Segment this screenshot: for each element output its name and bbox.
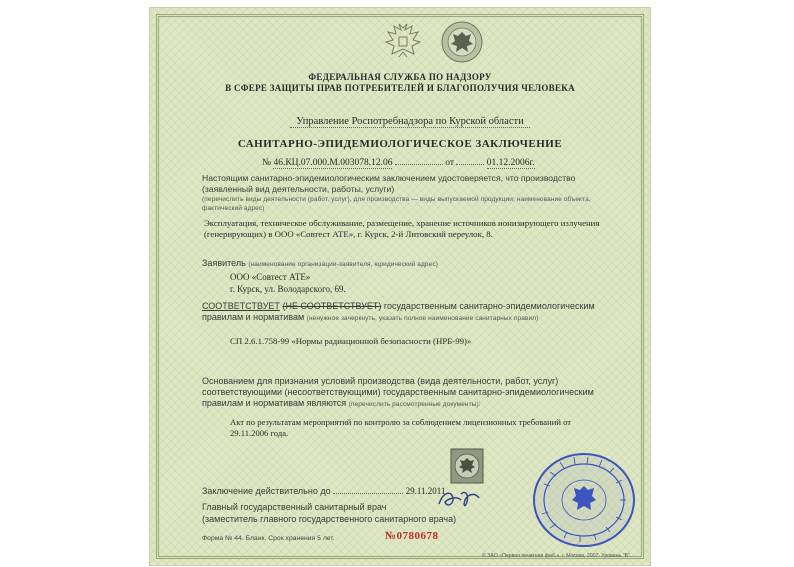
agency-header-line2: В СФЕРЕ ЗАЩИТЫ ПРАВ ПОТРЕБИТЕЛЕЙ И БЛАГОПОЛУЧИЯ ЧЕЛОВЕКА <box>225 83 575 93</box>
applicant-label: Заявитель <box>202 258 246 268</box>
double-headed-eagle-icon <box>382 22 424 62</box>
compliance-note: (ненужное зачеркнуть, указать полное наименование санитарных правил) <box>306 315 539 322</box>
basis-document: Акт по результатам мероприятий по контролю за соблюдением лицензионных требований от 29.11.2006 года. <box>230 417 572 438</box>
signatory-title: Главный государственный санитарный врач <box>202 502 387 512</box>
applicant-note: (наименование организации-заявителя, юридический адрес) <box>248 261 438 268</box>
basis-text: Основанием для признания условий производства (вида деятельности, работ, услуг) соответствующими (несоответствующими) государственным санитарно-эпидемиологическим правилам и нормативам являются <box>202 376 594 408</box>
official-stamp <box>530 448 638 552</box>
applicant-line <box>202 258 612 268</box>
certificate-number-line <box>262 158 592 168</box>
form-note: Форма № 44. Бланк. Срок хранения 5 лет. <box>202 535 335 542</box>
certificate-number: 46.КЦ.07.000.М.003078.12.06 <box>273 158 393 168</box>
intro-statement: Настоящим санитарно-эпидемиологическим заключением удостоверяется, что производство (заявленный вид деятельности, работы, услуги) <box>202 173 576 194</box>
applicant-address: г. Курск, ул. Володарского, 69. <box>230 284 346 294</box>
applicant-name: ООО «Совтест АТЕ» <box>230 272 311 282</box>
compliance-struck: (НЕ СООТВЕТСТВУЕТ) <box>282 301 382 311</box>
document-title: САНИТАРНО-ЭПИДЕМИОЛОГИЧЕСКОЕ ЗАКЛЮЧЕНИЕ <box>237 138 563 150</box>
printer-imprint: © ЗАО «Первая печатная фаб.», г. Москва, 2007. Уровень "В". <box>482 553 632 559</box>
activity-description: Эксплуатация, техническое обслуживание, размещение, хранение источников ионизирующего излучения (генерирующих) в ООО «Совтест АТЕ», г. Курск, 2-й Литовский переулок, 8. <box>204 218 600 239</box>
hologram-sticker-icon <box>450 448 484 484</box>
compliance-rest: государственным санитарно-эпидемиологическим правилам и нормативам <box>202 301 595 322</box>
certificate-date: 01.12.2006г. <box>486 158 535 168</box>
signatory-subtitle: (заместитель главного государственного санитарного врача) <box>202 514 457 524</box>
basis-statement <box>202 376 614 410</box>
validity-date: 29.11.2011 <box>405 486 446 496</box>
hologram-emblem-icon <box>440 20 484 64</box>
handwritten-signature <box>435 486 491 514</box>
number-prefix: № <box>262 158 272 168</box>
compliance-word: СООТВЕТСТВУЕТ <box>202 301 280 311</box>
compliance-statement <box>202 301 614 324</box>
basis-note: (перечислить рассмотренные документы): <box>348 401 481 408</box>
agency-header-line1: ФЕДЕРАЛЬНАЯ СЛУЖБА ПО НАДЗОРУ <box>308 72 492 82</box>
from-label: от <box>445 158 455 168</box>
department-name: Управление Роспотребнадзора по Курской области <box>290 116 530 128</box>
validity-label: Заключение действительно до <box>202 486 331 496</box>
sanitary-norm: СП 2.6.1.758-99 «Нормы радиационной безопасности (НРБ-99)» <box>230 336 472 346</box>
intro-note: (перечислить виды деятельности (работ, услуг), для производства — виды выпускаемой продукции; наименование объекта, фактический адрес) <box>202 196 591 212</box>
certificate-sheet <box>150 8 650 565</box>
serial-number: №0780678 <box>385 530 439 542</box>
